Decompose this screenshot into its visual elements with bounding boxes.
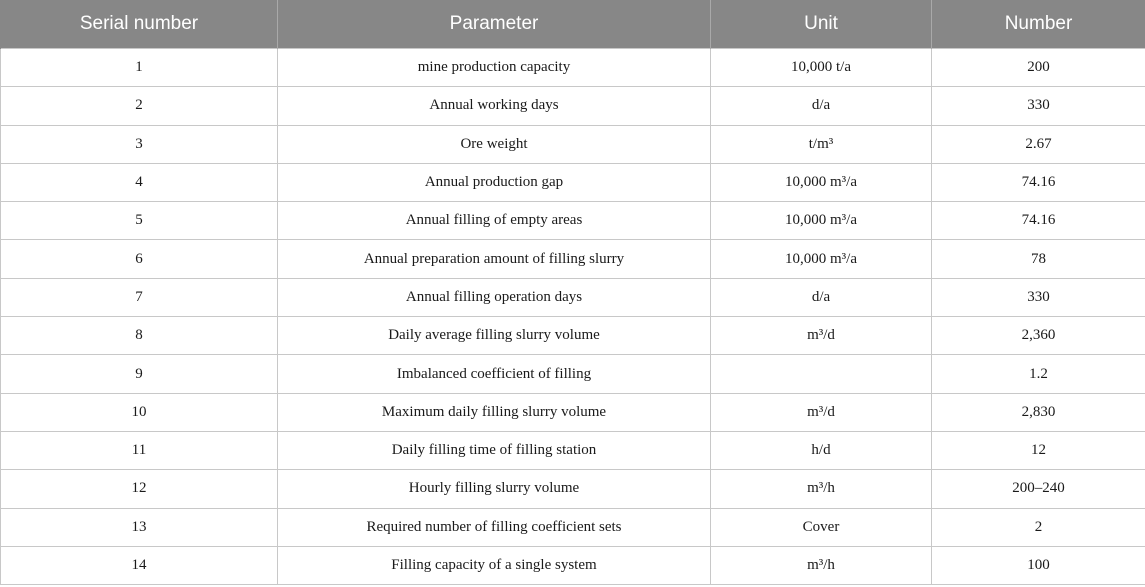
cell-serial: 14 [1,546,278,584]
cell-unit: 10,000 t/a [711,49,932,87]
cell-parameter: Annual preparation amount of filling slurry [278,240,711,278]
cell-parameter: Daily average filling slurry volume [278,317,711,355]
cell-serial: 5 [1,202,278,240]
cell-serial: 12 [1,470,278,508]
cell-number: 2,830 [932,393,1145,431]
cell-serial: 8 [1,317,278,355]
header-number: Number [932,0,1145,49]
cell-unit: d/a [711,87,932,125]
cell-number: 1.2 [932,355,1145,393]
cell-unit [711,355,932,393]
table-row [1,355,1145,393]
cell-number: 2,360 [932,317,1145,355]
cell-serial: 13 [1,508,278,546]
cell-number: 2 [932,508,1145,546]
cell-parameter: Ore weight [278,125,711,163]
table-row [1,508,1145,546]
cell-unit: t/m³ [711,125,932,163]
cell-parameter: Filling capacity of a single system [278,546,711,584]
cell-unit: d/a [711,278,932,316]
cell-number: 200 [932,49,1145,87]
cell-serial: 10 [1,393,278,431]
table-row [1,317,1145,355]
table-body [1,49,1145,585]
cell-number: 74.16 [932,163,1145,201]
cell-unit: h/d [711,431,932,469]
table-row [1,87,1145,125]
cell-parameter: Annual filling of empty areas [278,202,711,240]
cell-unit: m³/d [711,317,932,355]
cell-serial: 2 [1,87,278,125]
header-row [1,0,1145,49]
cell-parameter: Hourly filling slurry volume [278,470,711,508]
cell-unit: m³/h [711,470,932,508]
table-row [1,202,1145,240]
cell-parameter: Daily filling time of filling station [278,431,711,469]
cell-number: 12 [932,431,1145,469]
table-header [1,0,1145,49]
cell-number: 2.67 [932,125,1145,163]
cell-parameter: mine production capacity [278,49,711,87]
cell-parameter: Annual working days [278,87,711,125]
cell-parameter: Imbalanced coefficient of filling [278,355,711,393]
table-row [1,470,1145,508]
cell-serial: 7 [1,278,278,316]
table-row [1,393,1145,431]
cell-serial: 6 [1,240,278,278]
table-row [1,163,1145,201]
table-row [1,49,1145,87]
header-serial-number: Serial number [1,0,278,49]
cell-parameter: Maximum daily filling slurry volume [278,393,711,431]
cell-parameter: Annual production gap [278,163,711,201]
table-row [1,240,1145,278]
cell-unit: 10,000 m³/a [711,163,932,201]
cell-serial: 1 [1,49,278,87]
cell-serial: 11 [1,431,278,469]
table-row [1,546,1145,584]
cell-unit: 10,000 m³/a [711,240,932,278]
table-row [1,278,1145,316]
cell-number: 200–240 [932,470,1145,508]
cell-unit: Cover [711,508,932,546]
cell-parameter: Required number of filling coefficient sets [278,508,711,546]
cell-number: 78 [932,240,1145,278]
cell-serial: 4 [1,163,278,201]
cell-unit: m³/d [711,393,932,431]
table-row [1,125,1145,163]
header-parameter: Parameter [278,0,711,49]
table-row [1,431,1145,469]
cell-parameter: Annual filling operation days [278,278,711,316]
cell-number: 330 [932,278,1145,316]
cell-unit: 10,000 m³/a [711,202,932,240]
cell-number: 74.16 [932,202,1145,240]
cell-number: 100 [932,546,1145,584]
cell-serial: 3 [1,125,278,163]
cell-unit: m³/h [711,546,932,584]
header-unit: Unit [711,0,932,49]
cell-number: 330 [932,87,1145,125]
cell-serial: 9 [1,355,278,393]
